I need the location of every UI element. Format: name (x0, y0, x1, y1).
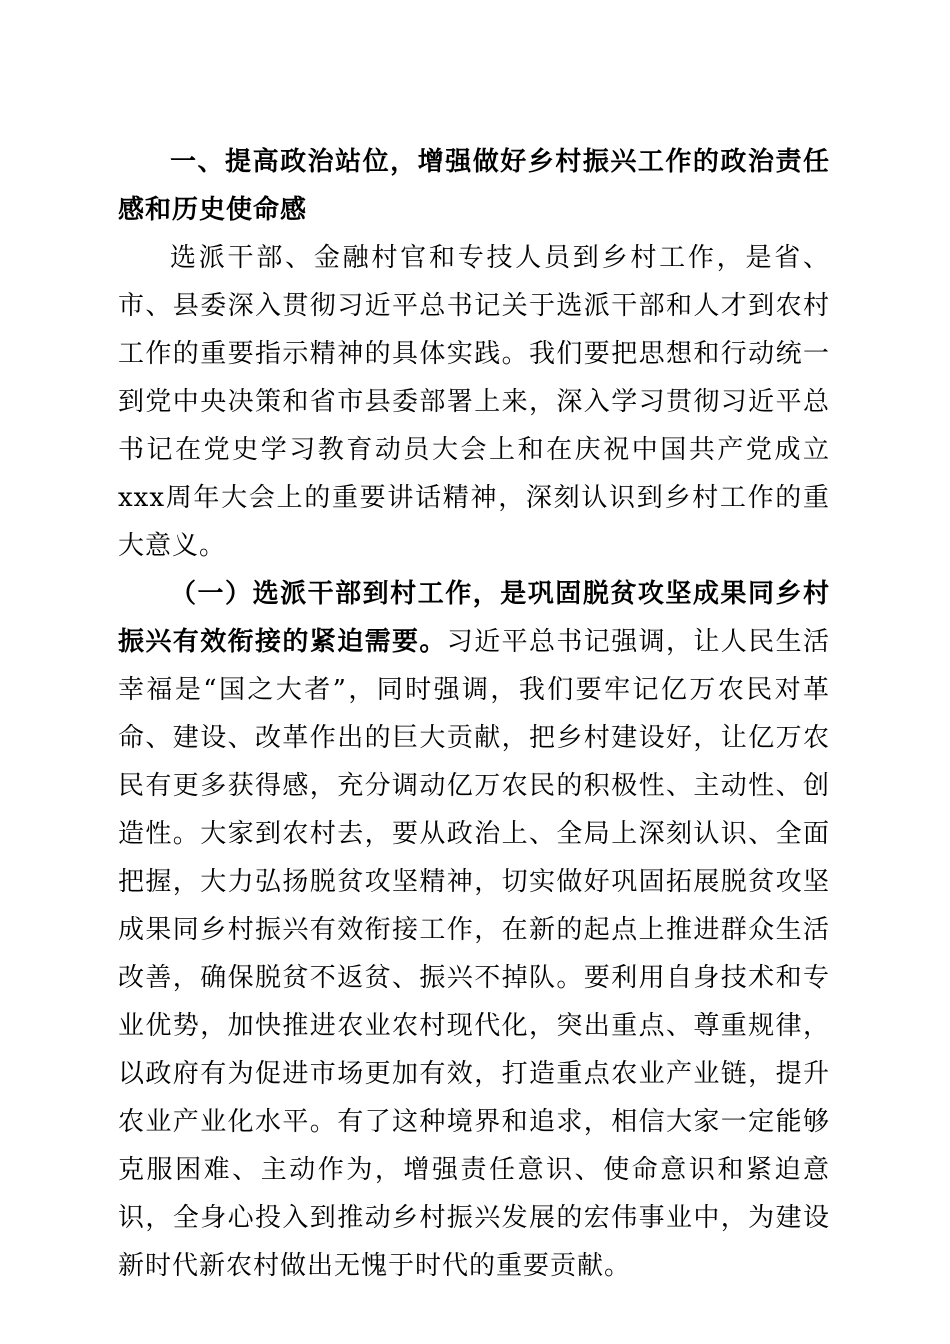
paragraph-2 (118, 570, 830, 1290)
paragraph-1: 选派干部、金融村官和专技人员到乡村工作，是省、市、县委深入贯彻习近平总书记关于选派干部和人才到农村工作的重要指示精神的具体实践。我们要把思想和行动统一到党中央决策和省市县委部署上来，深入学习贯彻习近平总书记在党史学习教育动员大会上和在庆祝中国共产党成立xxx周年大会上的重要讲话精神，深刻认识到乡村工作的重大意义。 (118, 243, 830, 561)
section-heading: 一、提高政治站位，增强做好乡村振兴工作的政治责任感和历史使命感 (118, 147, 830, 225)
paragraph-2-body: 习近平总书记强调，让人民生活幸福是“国之大者”，同时强调，我们要牢记亿万农民对革命、建设、改革作出的巨大贡献，把乡村建设好，让亿万农民有更多获得感，充分调动亿万农民的积极性、主动性、创造性。大家到农村去，要从政治上、全局上深刻认识、全面把握，大力弘扬脱贫攻坚精神，切实做好巩固拓展脱贫攻坚成果同乡村振兴有效衔接工作，在新的起点上推进群众生活改善，确保脱贫不返贫、振兴不掉队。要利用自身技术和专业优势，加快推进农业农村现代化，突出重点、尊重规律，以政府有为促进市场更加有效，打造重点农业产业链，提升农业产业化水平。有了这种境界和追求，相信大家一定能够克服困难、主动作为，增强责任意识、使命意识和紧迫意识，全身心投入到推动乡村振兴发展的宏伟事业中，为建设新时代新农村做出无愧于时代的重要贡献。 (118, 627, 830, 1281)
paragraph-2-lead: （一）选派干部到村工作，是巩固脱贫攻坚成果同乡村振兴有效衔接的紧迫需要。 (118, 579, 830, 657)
document-body (118, 138, 830, 1290)
